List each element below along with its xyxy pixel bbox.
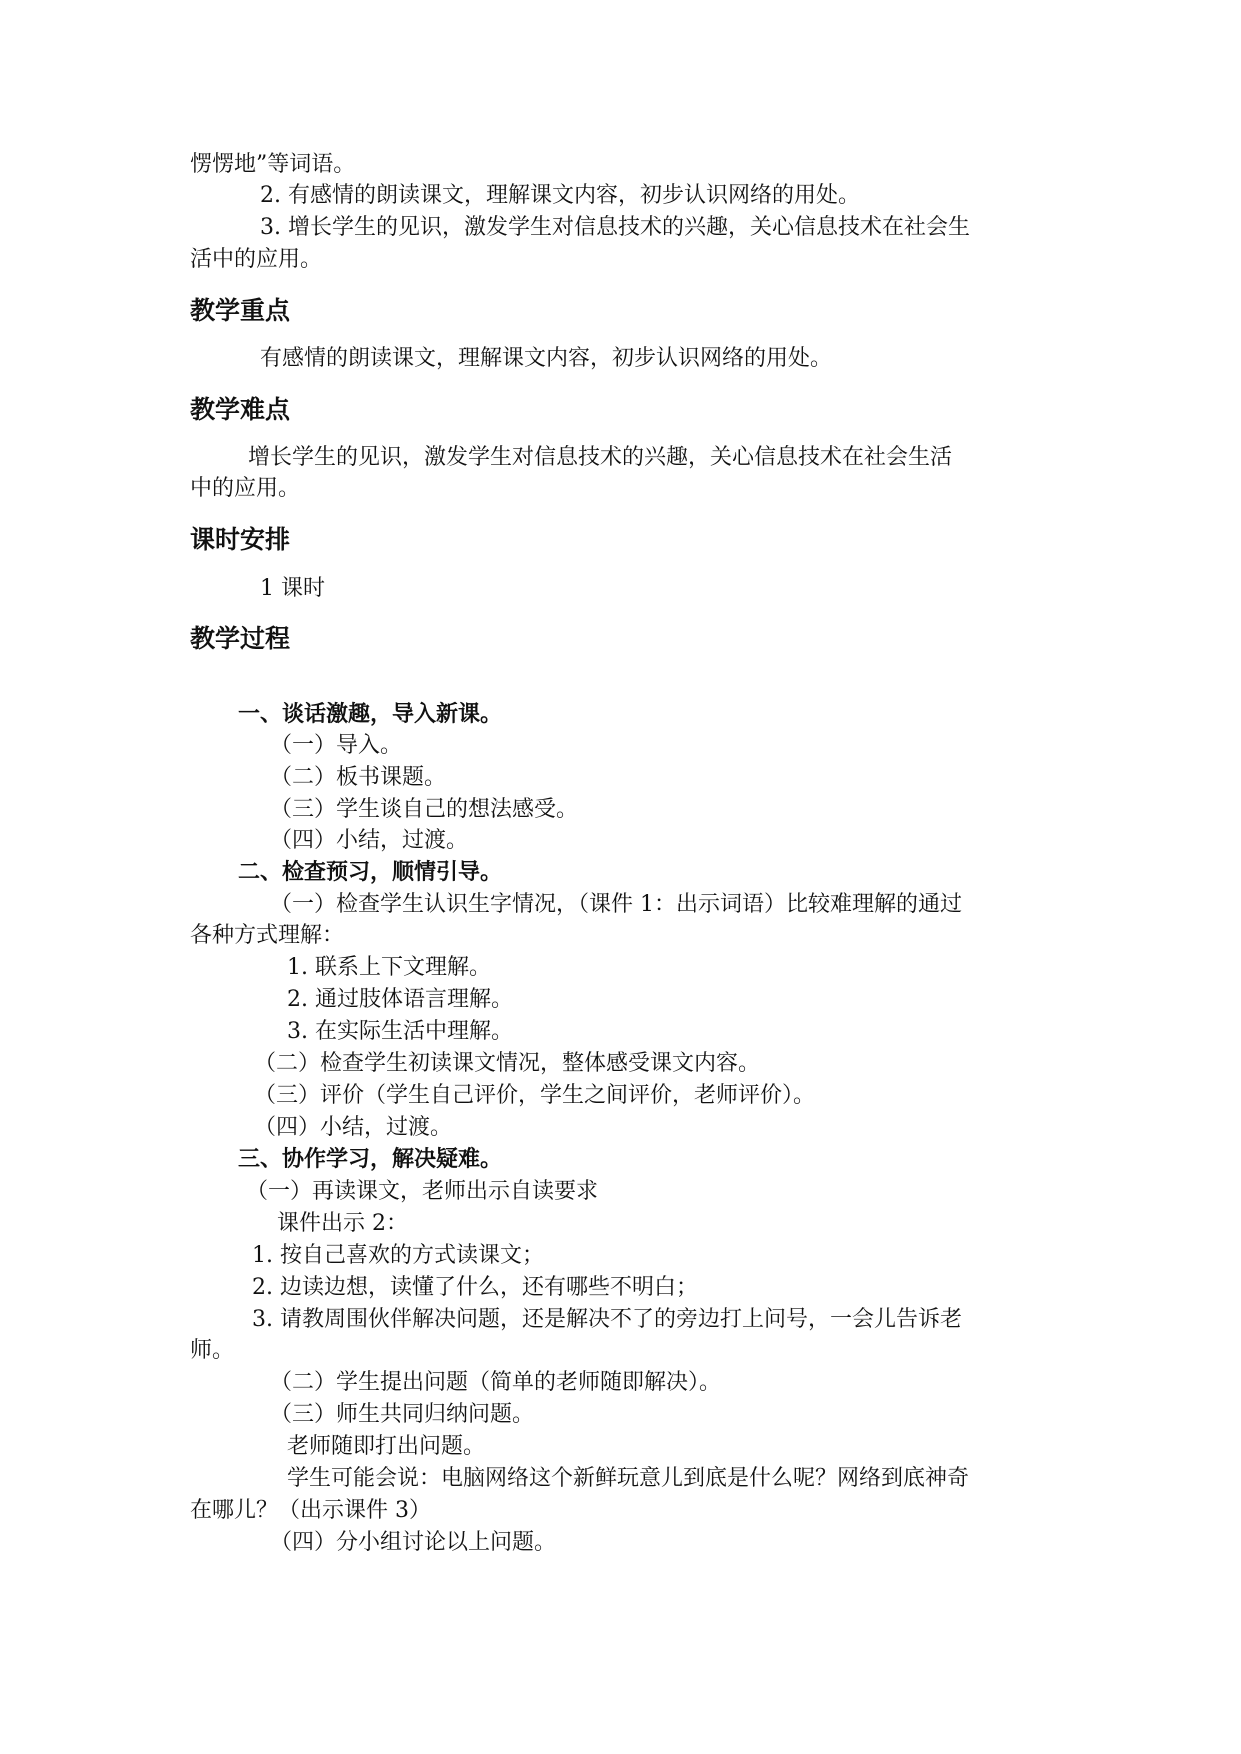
section-2-method-2: 2. 通过肢体语言理解。 — [287, 987, 513, 1012]
section-2-item-2: （二）检查学生初读课文情况，整体感受课文内容。 — [254, 1051, 761, 1076]
section-3-requirement-3-line-1: 3. 请教周围伙伴解决问题，还是解决不了的旁边打上问号，一会儿告诉老 — [252, 1307, 962, 1332]
objective-1-end: 愣愣地”等词语。 — [190, 152, 356, 177]
section-2-method-3: 3. 在实际生活中理解。 — [287, 1019, 513, 1044]
difficulties-heading: 教学难点 — [190, 395, 291, 424]
section-3-student-note-line-2: 在哪儿？（出示课件 3） — [190, 1498, 431, 1523]
objective-3-line-1: 3. 增长学生的见识，激发学生对信息技术的兴趣，关心信息技术在社会生 — [260, 215, 970, 240]
process-heading: 教学过程 — [190, 624, 291, 653]
objective-2: 2. 有感情的朗读课文，理解课文内容，初步认识网络的用处。 — [260, 183, 860, 208]
section-3-item-2: （二）学生提出问题（简单的老师随即解决）。 — [270, 1370, 722, 1395]
section-1-item-3: （三）学生谈自己的想法感受。 — [270, 797, 579, 822]
schedule-heading: 课时安排 — [190, 525, 291, 554]
section-3-title: 三、协作学习，解决疑难。 — [238, 1147, 503, 1172]
difficulties-text-line-1: 增长学生的见识，激发学生对信息技术的兴趣，关心信息技术在社会生活 — [248, 445, 953, 470]
section-3-requirement-2: 2. 边读边想，读懂了什么，还有哪些不明白； — [252, 1275, 698, 1300]
section-3-item-1: （一）再读课文，老师出示自读要求 — [246, 1179, 599, 1204]
difficulties-text-line-2: 中的应用。 — [190, 476, 301, 501]
section-1-item-4: （四）小结，过渡。 — [270, 828, 469, 853]
document-page — [190, 0, 1060, 1754]
section-3-teacher-note: 老师随即打出问题。 — [287, 1434, 486, 1459]
key-points-text: 有感情的朗读课文，理解课文内容，初步认识网络的用处。 — [260, 346, 833, 371]
section-1-title: 一、谈话激趣，导入新课。 — [238, 702, 503, 727]
section-3-requirement-3-line-2: 师。 — [190, 1338, 235, 1363]
section-3-student-note-line-1: 学生可能会说：电脑网络这个新鲜玩意儿到底是什么呢？网络到底神奇 — [287, 1466, 970, 1491]
schedule-text: 1 课时 — [260, 576, 325, 601]
section-3-item-3: （三）师生共同归纳问题。 — [270, 1402, 535, 1427]
section-2-title: 二、检查预习，顺情引导。 — [238, 860, 503, 885]
section-2-item-1-line-1: （一）检查学生认识生字情况，（课件 1：出示词语）比较难理解的通过 — [270, 892, 962, 917]
section-2-item-1-line-2: 各种方式理解： — [190, 923, 345, 948]
section-3-requirement-1: 1. 按自己喜欢的方式读课文； — [252, 1243, 544, 1268]
section-3-item-4: （四）分小组讨论以上问题。 — [270, 1530, 557, 1555]
section-2-method-1: 1. 联系上下文理解。 — [287, 955, 491, 980]
objective-3-line-2: 活中的应用。 — [190, 247, 323, 272]
section-2-item-4: （四）小结，过渡。 — [254, 1115, 453, 1140]
section-1-item-2: （二）板书课题。 — [270, 765, 447, 790]
key-points-heading: 教学重点 — [190, 296, 291, 325]
section-3-courseware-2: 课件出示 2： — [277, 1211, 408, 1236]
section-1-item-1: （一）导入。 — [270, 733, 403, 758]
section-2-item-3: （三）评价（学生自己评价，学生之间评价，老师评价）。 — [254, 1083, 816, 1108]
